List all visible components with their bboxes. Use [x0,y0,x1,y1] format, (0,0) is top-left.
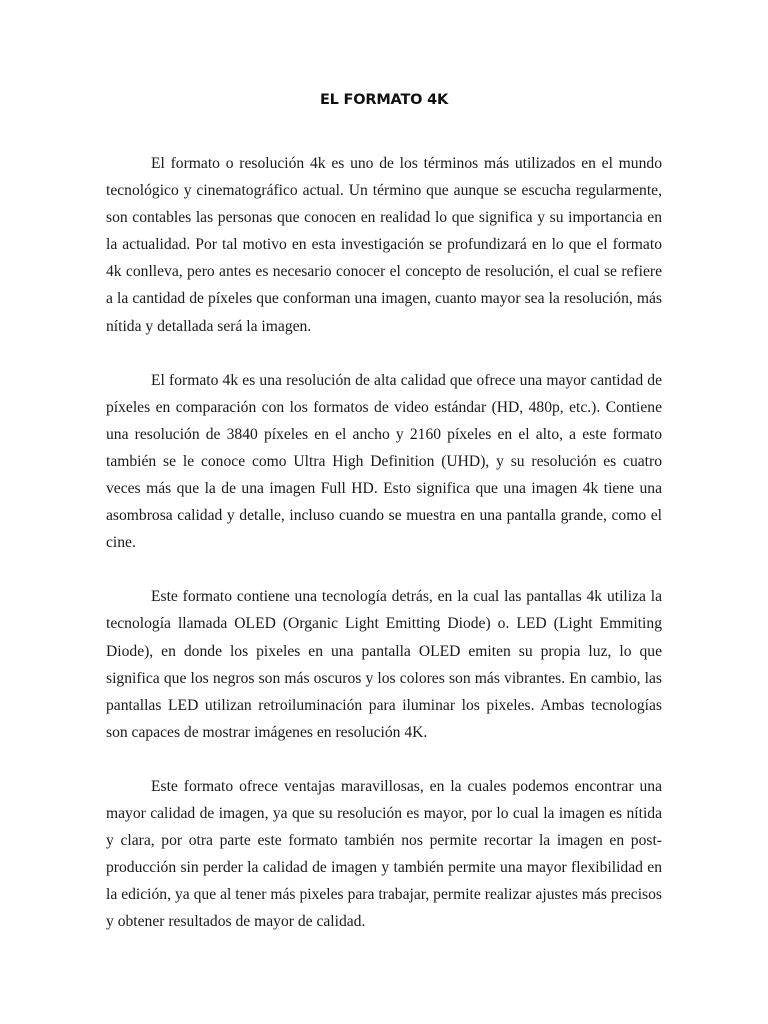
paragraph-1: El formato o resolución 4k es uno de los términos más utilizados en el mundo tecnológico y cinematográfico actual. Un término que aunque se escucha regularmente, son contables las personas que conocen en realidad lo que significa y su importancia en la actualidad. Por tal motivo en esta investigación se profundizará en lo que el formato 4k conlleva, pero antes es necesario conocer el concepto de resolución, el cual se refiere a la cantidad de píxeles que conforman una imagen, cuanto mayor sea la resolución, más nítida y detallada será la imagen. [106,155,662,335]
paragraph-2: El formato 4k es una resolución de alta calidad que ofrece una mayor cantidad de píxeles en comparación con los formatos de video estándar (HD, 480p, etc.). Contiene una resolución de 3840 píxeles en el ancho y 2160 píxeles en el alto, a este formato también se le conoce como Ultra High Definition (UHD), y su resolución es cuatro veces más que la de una imagen Full HD. Esto significa que una imagen 4k tiene una asombrosa calidad y detalle, incluso cuando se muestra en una pantalla grande, como el cine. [106,371,662,552]
document-body [106,150,662,962]
document-title: EL FORMATO 4K [319,92,449,108]
paragraph-3: Este formato contiene una tecnología detrás, en la cual las pantallas 4k utiliza la tecnología llamada OLED (Organic Light Emitting Diode) o. LED (Light Emmiting Diode), en donde los pixeles en una pantalla OLED emiten su propia luz, lo que significa que los negros son más oscuros y los colores son más vibrantes. En cambio, las pantallas LED utilizan retroiluminación para iluminar los pixeles. Ambas tecnologías son capaces de mostrar imágenes en resolución 4K. [106,588,662,741]
paragraph-4: Este formato ofrece ventajas maravillosas, en la cuales podemos encontrar una mayor calidad de imagen, ya que su resolución es mayor, por lo cual la imagen es nítida y clara, por otra parte este formato también nos permite recortar la imagen en post-producción sin perder la calidad de imagen y también permite una mayor flexibilidad en la edición, ya que al tener más pixeles para trabajar, permite realizar ajustes más precisos y obtener resultados de mayor de calidad. [106,777,662,931]
